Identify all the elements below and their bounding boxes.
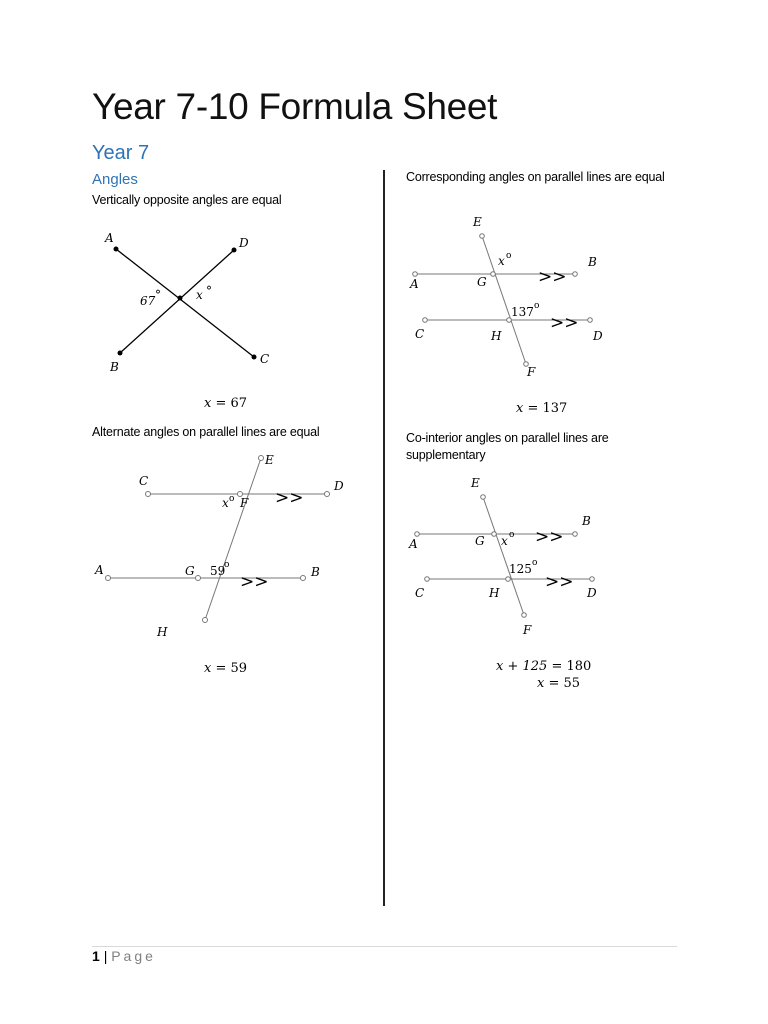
point-label-c: C bbox=[415, 586, 425, 600]
parallel-mark: >> bbox=[538, 267, 567, 287]
svg-text:o: o bbox=[229, 494, 235, 504]
point-label-f: F bbox=[523, 623, 532, 637]
subsection-heading: Angles bbox=[92, 171, 138, 188]
point-label-c: C bbox=[139, 474, 149, 488]
point-label-g: G bbox=[477, 275, 487, 289]
parallel-mark: >> bbox=[550, 313, 579, 333]
rule-co-interior: Co-interior angles on parallel lines are supplementary bbox=[406, 431, 609, 462]
point-label-e: E bbox=[471, 476, 480, 490]
page-footer bbox=[92, 948, 156, 964]
angle-label: 125 bbox=[509, 562, 532, 576]
unknown-angle-label: x bbox=[501, 534, 508, 548]
point-label-e: E bbox=[265, 453, 274, 467]
unknown-angle-label: x bbox=[222, 496, 229, 510]
point-label-h: H bbox=[489, 586, 500, 600]
parallel-mark: >> bbox=[275, 488, 304, 508]
parallel-mark: >> bbox=[545, 572, 574, 592]
page-number: 1 bbox=[92, 948, 100, 964]
point-label-h: H bbox=[157, 625, 168, 639]
page-title: Year 7-10 Formula Sheet bbox=[92, 86, 498, 127]
angle-label: 137 bbox=[511, 305, 534, 319]
point-label-d: D bbox=[239, 236, 249, 250]
point-label-d: D bbox=[587, 586, 597, 600]
svg-text:°: ° bbox=[155, 288, 161, 302]
angle-label: 67 bbox=[140, 294, 156, 308]
point-label-g: G bbox=[475, 534, 485, 548]
point-label-g: G bbox=[185, 564, 195, 578]
point-label-f: F bbox=[240, 496, 249, 510]
parallel-mark: >> bbox=[535, 527, 564, 547]
section-heading: Year 7 bbox=[92, 142, 150, 164]
svg-text:°: ° bbox=[206, 284, 212, 298]
point-label-e: E bbox=[473, 215, 482, 229]
rule-alternate: Alternate angles on parallel lines are equal bbox=[92, 425, 320, 439]
point-label-c: C bbox=[415, 327, 425, 341]
formula-corresponding: x = 137 bbox=[516, 401, 568, 416]
point-label-a: A bbox=[105, 231, 114, 245]
footer-separator: | bbox=[103, 948, 108, 964]
point-label-c: C bbox=[260, 352, 270, 366]
point-label-h: H bbox=[491, 329, 502, 343]
alternate-angles-diagram bbox=[95, 450, 350, 645]
svg-text:o: o bbox=[506, 251, 512, 261]
point-label-a: A bbox=[409, 537, 418, 551]
point-label-d: D bbox=[334, 479, 344, 493]
formula-alternate: x = 59 bbox=[204, 661, 248, 676]
point-label-d: D bbox=[593, 329, 603, 343]
svg-text:o: o bbox=[224, 560, 230, 570]
svg-text:o: o bbox=[532, 558, 538, 568]
corresponding-angles-diagram bbox=[405, 212, 615, 382]
footer-divider bbox=[92, 946, 677, 947]
point-label-b: B bbox=[110, 360, 119, 374]
unknown-angle-label: x bbox=[196, 288, 203, 302]
point-label-a: A bbox=[95, 563, 104, 577]
parallel-mark: >> bbox=[240, 572, 269, 592]
page-word: Page bbox=[111, 948, 156, 964]
co-interior-angles-diagram bbox=[405, 475, 615, 645]
point-label-b: B bbox=[588, 255, 597, 269]
formula-co-interior-step2: x = 55 bbox=[537, 676, 581, 691]
point-label-f: F bbox=[527, 365, 536, 379]
svg-text:o: o bbox=[509, 530, 515, 540]
angle-label: 59 bbox=[210, 564, 226, 578]
rule-vertically-opposite: Vertically opposite angles are equal bbox=[92, 193, 282, 207]
point-label-a: A bbox=[410, 277, 419, 291]
formula-vertically-opposite: x = 67 bbox=[204, 396, 248, 411]
vertically-opposite-diagram bbox=[100, 225, 290, 380]
unknown-angle-label: x bbox=[498, 254, 505, 268]
column-divider bbox=[383, 170, 385, 906]
formula-co-interior-step1: x + 125 = 180 bbox=[496, 659, 592, 674]
svg-text:o: o bbox=[534, 301, 540, 311]
rule-corresponding: Corresponding angles on parallel lines are equal bbox=[406, 170, 665, 184]
point-label-b: B bbox=[311, 565, 320, 579]
point-label-b: B bbox=[582, 514, 591, 528]
